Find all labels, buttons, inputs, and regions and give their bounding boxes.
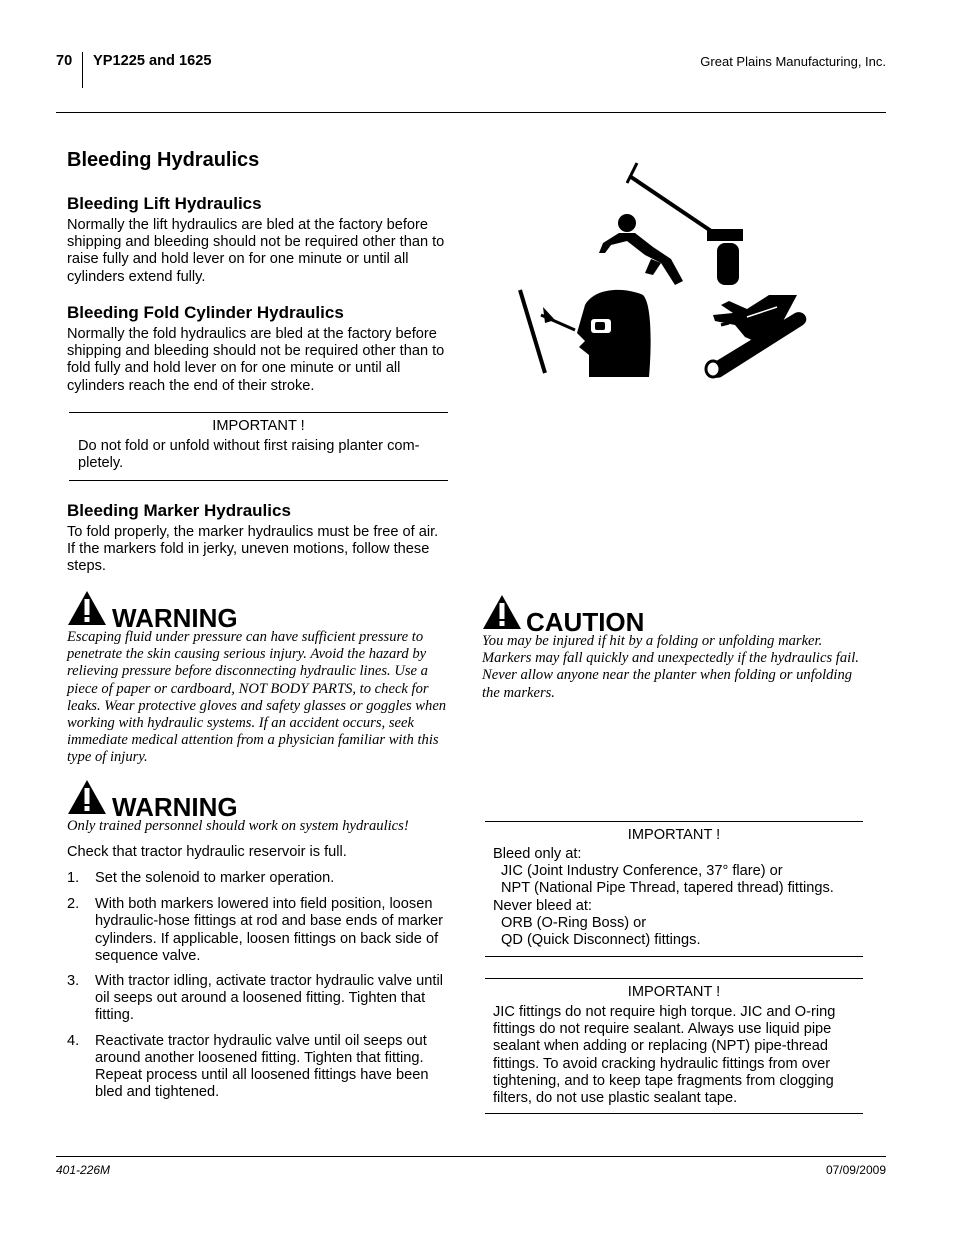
important3-title: IMPORTANT ! <box>627 984 721 1000</box>
hydraulic-hazard-illustration <box>515 155 815 390</box>
important3-bottom-rule <box>485 1113 863 1114</box>
important2-line: Bleed only at: <box>493 846 582 862</box>
important3-text: JIC fittings do not require high torque. JIC and O-ring fittings do not require sealant. Always use liquid pipe sealant when adding or replacing (NPT) pipe-thread fittings. To avoid cracking hydraulic fittings from over tightening, and to keep tape fragments from clogging filters, do not use plastic sealant tape. <box>493 1004 836 1107</box>
step-item <box>67 973 459 1025</box>
warning1-label: WARNING <box>112 603 238 633</box>
step-text: With tractor idling, activate tractor hydraulic valve until oil seeps out around a loosened fitting. Tighten that fitting. <box>95 973 443 1024</box>
fold-text: Normally the fold hydraulics are bled at the factory before shipping and bleeding should not be required other than to fold fully and hold lever on for one minute or until all cylinders reach the end of their stroke. <box>67 326 445 394</box>
step-item <box>67 896 459 965</box>
step-text: Set the solenoid to marker operation. <box>95 870 335 886</box>
warning2-label: WARNING <box>112 792 238 822</box>
warning1-text: Escaping fluid under pressure can have sufficient pressure to penetrate the skin causing serious injury. Avoid the hazard by relieving pressure before disconnecting hydraulic lines. Use a piece of paper or cardboard, NOT BODY PARTS, to check for leaks. Wear protective gloves and safety glasses or goggles when working with hydraulic systems. If an accident occurs, seek immediate medical attention from a physician familiar with this type of injury. <box>67 629 447 766</box>
warning2-alert-icon <box>67 779 107 820</box>
lift-heading: Bleeding Lift Hydraulics <box>67 194 262 213</box>
important2-title: IMPORTANT ! <box>627 827 721 843</box>
header-rule <box>56 112 886 113</box>
header-divider <box>82 52 83 88</box>
important2-line: QD (Quick Disconnect) fittings. <box>501 932 701 949</box>
footer-rule <box>56 1156 886 1157</box>
important2-line: Never bleed at: <box>493 897 592 914</box>
step-text: Reactivate tractor hydraulic valve until oil seeps out around another loosened fitting. Tighten that fitting. Repeat process until all loosened fittings have been bled and tightened. <box>95 1032 429 1101</box>
step-number: 3. <box>67 973 80 990</box>
warning2-text: Only trained personnel should work on system hydraulics! <box>67 818 409 834</box>
step-number: 4. <box>67 1032 80 1049</box>
important2-top-rule <box>485 821 863 822</box>
important1-text: Do not fold or unfold without first raising planter com-pletely. <box>78 438 420 472</box>
footer-doc-number: 401-226M <box>56 1163 111 1177</box>
page-title: Bleeding Hydraulics <box>67 149 260 171</box>
important1-title: IMPORTANT ! <box>212 418 305 434</box>
header-company: Great Plains Manufacturing, Inc. <box>700 54 886 69</box>
caution-text: You may be injured if hit by a folding or unfolding marker. Markers may fall quickly and unexpectedly if the hydraulics fail. Never allow anyone near the planter when folding or unfolding the markers. <box>482 633 859 701</box>
step-text: With both markers lowered into field position, loosen hydraulic-hose fittings at rod and base ends of marker cylinders. If applicable, loosen fittings on back side of sequence valve. <box>95 896 444 964</box>
step-number: 2. <box>67 896 80 913</box>
header-model: YP1225 and 1625 <box>93 53 212 69</box>
header-page-number: 70 <box>56 53 73 69</box>
check-text: Check that tractor hydraulic reservoir is full. <box>67 844 347 860</box>
important2-bottom-rule <box>485 956 863 957</box>
fold-heading: Bleeding Fold Cylinder Hydraulics <box>67 303 344 322</box>
important1-bottom-rule <box>69 480 448 481</box>
caution-label: CAUTION <box>526 607 645 637</box>
step-item <box>67 1033 459 1102</box>
marker-heading: Bleeding Marker Hydraulics <box>67 501 291 520</box>
marker-text: To fold properly, the marker hydraulics must be free of air. If the markers fold in jerky, uneven motions, follow these steps. <box>67 524 439 575</box>
important2-line: JIC (Joint Industry Conference, 37° flare) or <box>501 863 783 880</box>
important1-top-rule <box>69 412 448 413</box>
important2-line: NPT (National Pipe Thread, tapered thread) fittings. <box>501 880 834 897</box>
important2-body <box>493 846 863 949</box>
important3-top-rule <box>485 978 863 979</box>
steps-list <box>67 870 459 1109</box>
important2-line: ORB (O-Ring Boss) or <box>501 914 647 931</box>
caution-alert-icon <box>482 594 522 635</box>
step-number: 1. <box>67 870 80 886</box>
warning1-alert-icon <box>67 590 107 631</box>
step-item <box>67 870 459 887</box>
lift-text: Normally the lift hydraulics are bled at the factory before shipping and bleeding should not be required other than to raise fully and hold lever on for one minute or until all cylinders extend fully. <box>67 217 445 285</box>
footer-date: 07/09/2009 <box>825 1163 886 1177</box>
